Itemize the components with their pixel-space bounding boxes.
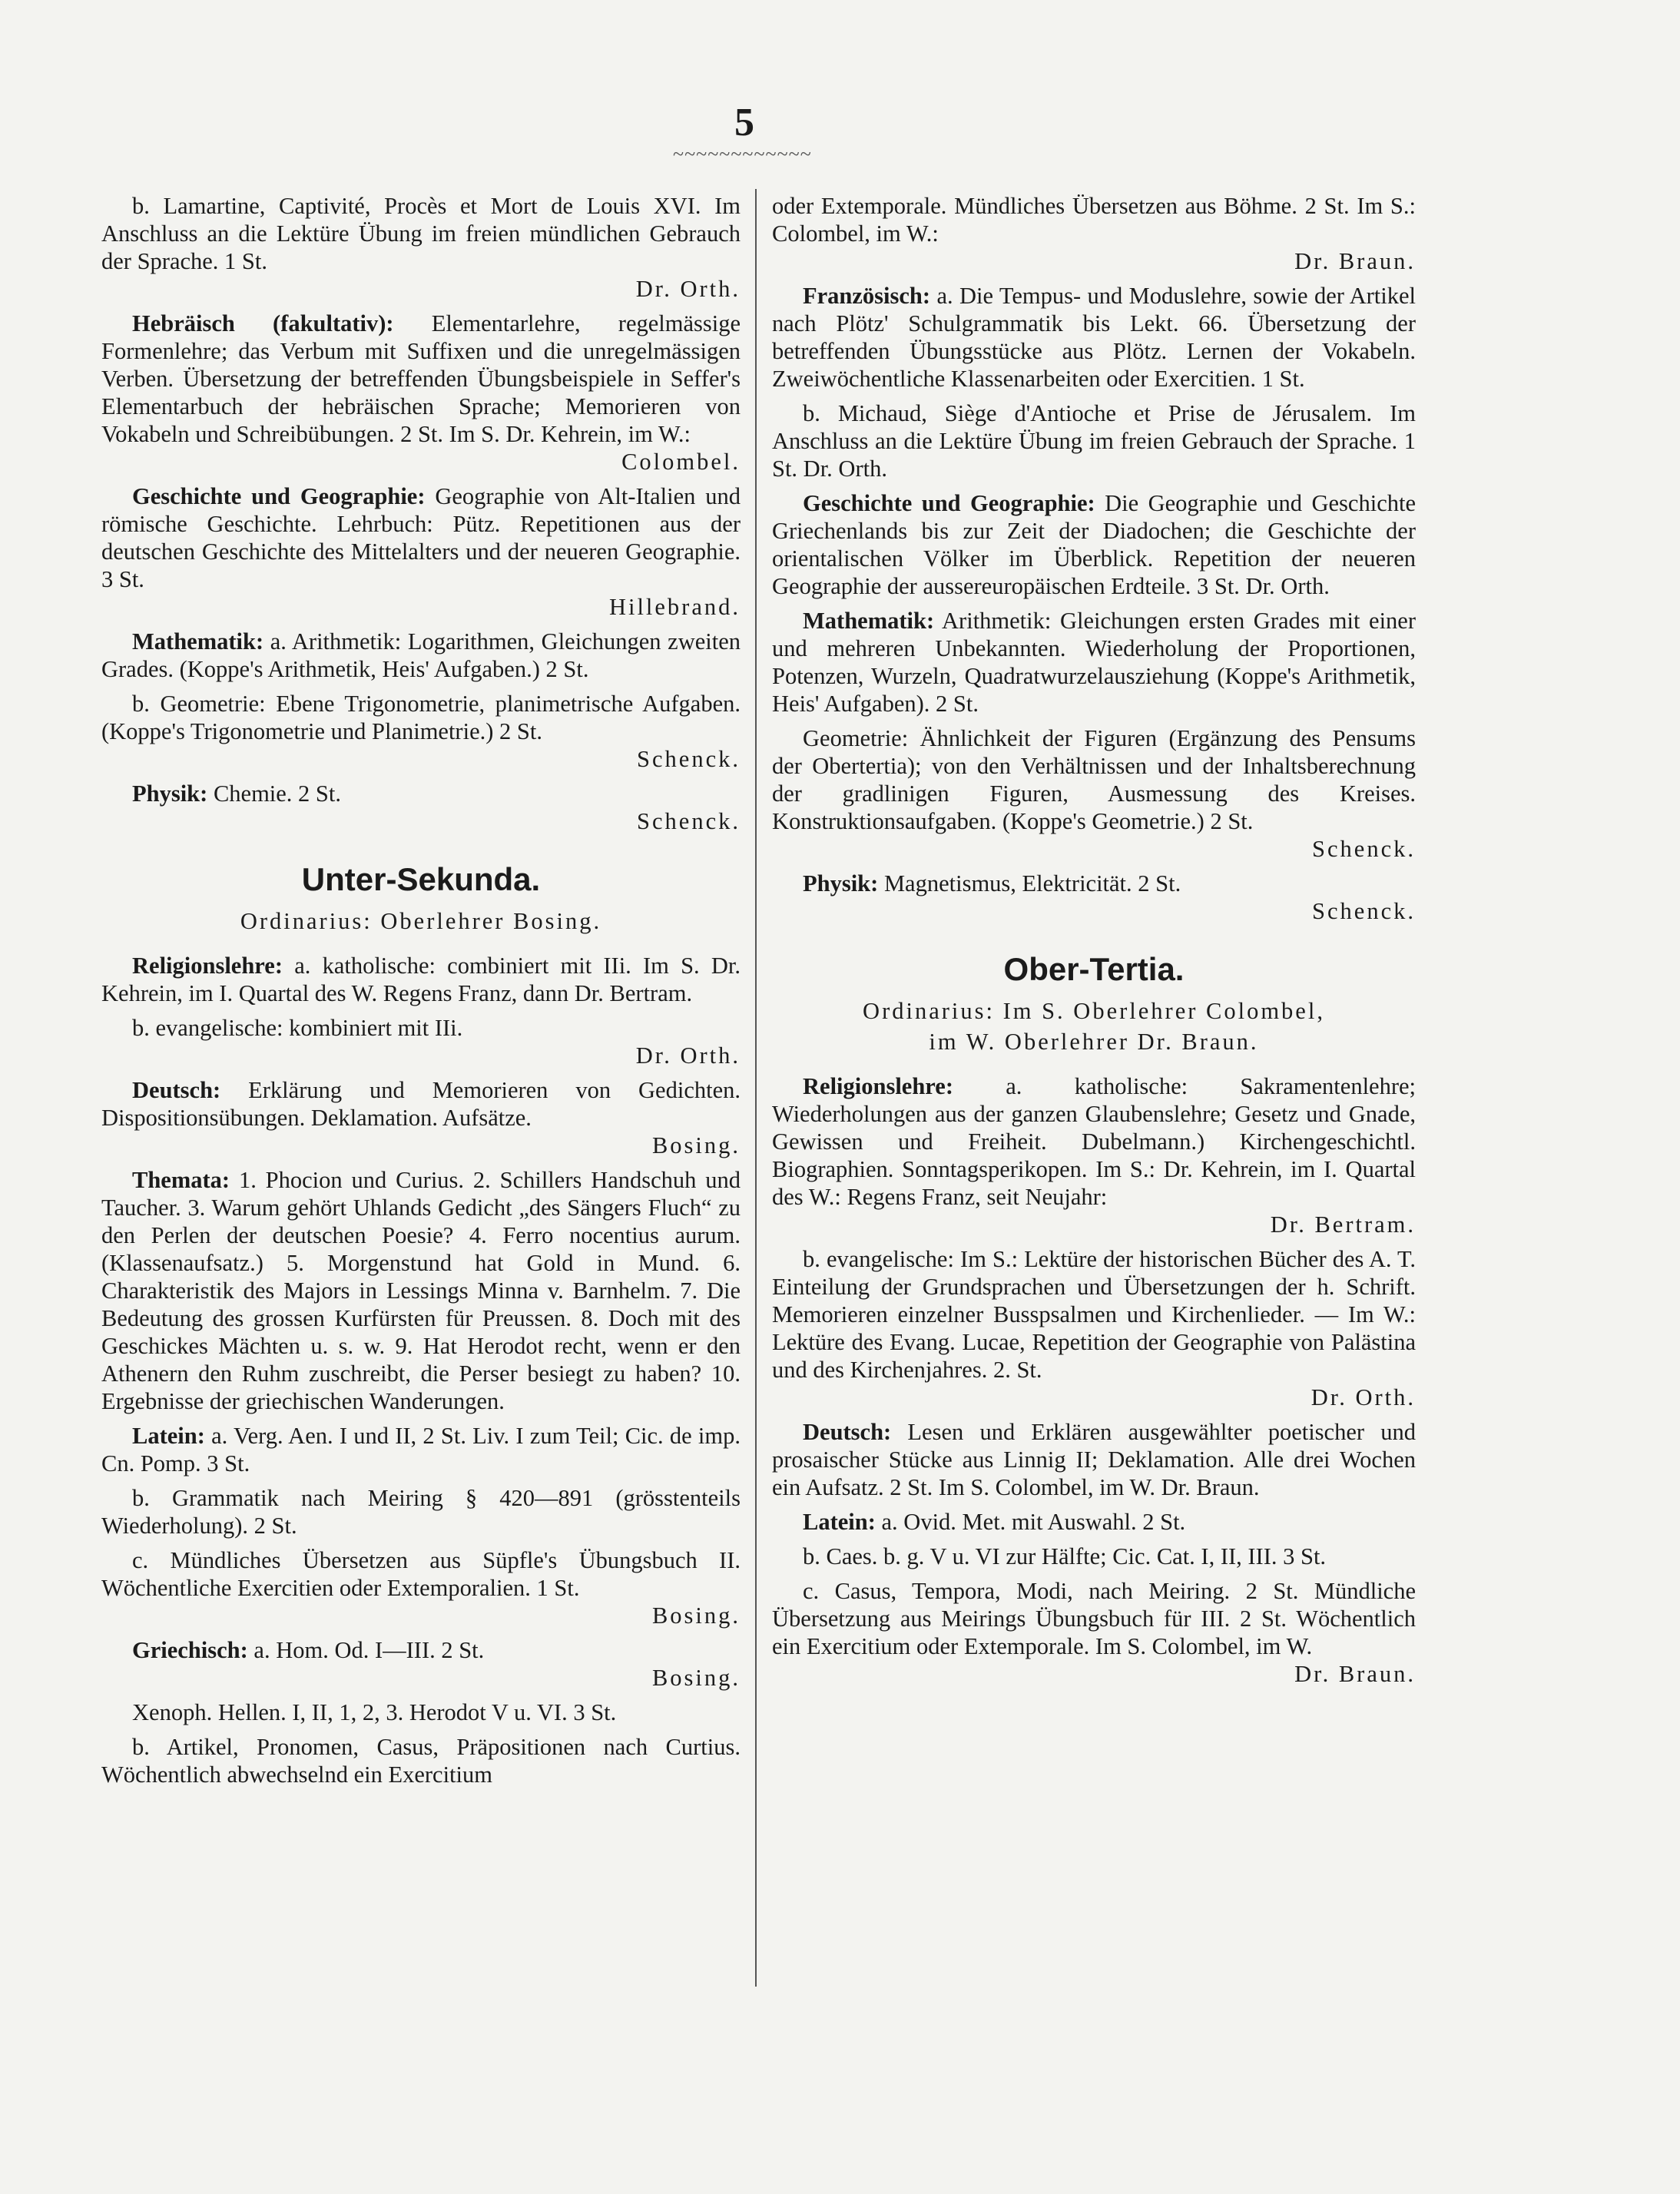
paragraph-deutsch xyxy=(772,1418,1416,1501)
teacher-signature: Bosing. xyxy=(651,1132,741,1158)
paragraph-physik xyxy=(772,870,1416,925)
paragraph-text: Magnetismus, Elektricität. 2 St. xyxy=(883,870,1181,896)
paragraph-physik xyxy=(101,780,741,835)
paragraph-text: b. Lamartine, Captivité, Procès et Mort de Louis XVI. Im Anschluss an die Lektüre Übung im freien mündlichen Gebrauch der Sprache. 1 St. xyxy=(101,193,741,274)
paragraph-geschichte xyxy=(101,482,741,621)
paragraph-geschichte xyxy=(772,489,1416,600)
paragraph-mathematik xyxy=(772,607,1416,718)
paragraph-latein xyxy=(101,1422,741,1477)
paragraph-text: a. Ovid. Met. mit Auswahl. 2 St. xyxy=(881,1509,1186,1535)
paragraph xyxy=(101,690,741,773)
teacher-signature: Hillebrand. xyxy=(608,594,741,620)
teacher-signature: Bosing. xyxy=(651,1665,741,1691)
subject-heading: Religionslehre: xyxy=(803,1073,953,1099)
paragraph-text: Elementarlehre, regelmässige Formenlehre; das Verbum mit Suffixen und die unregelmässigen Verben. Übersetzung der betreffenden Übungsbeispiele in Seffer's Elementarbuch der hebräischen Sprache; Memorieren von Vokabeln und Schreibübungen. 2 St. Im S. Dr. Kehrein, im W.: xyxy=(101,310,741,447)
paragraph-text: b. evangelische: kombiniert mit IIi. xyxy=(132,1015,463,1041)
paragraph-text: a. katholische: combiniert mit IIi. Im S. Dr. Kehrein, im I. Quartal des W. Regens Franz, dann Dr. Bertram. xyxy=(101,953,741,1006)
teacher-signature: Dr. Orth. xyxy=(1311,1384,1416,1410)
paragraph xyxy=(101,1484,741,1539)
paragraph-themata xyxy=(101,1166,741,1415)
subject-heading: Französisch: xyxy=(803,283,931,309)
subject-heading: Griechisch: xyxy=(132,1637,248,1663)
paragraph xyxy=(772,399,1416,482)
paragraph-latein xyxy=(772,1508,1416,1536)
paragraph-text: c. Mündliches Übersetzen aus Süpfle's Übungsbuch II. Wöchentliche Exercitien oder Extemporalien. 1 St. xyxy=(101,1547,741,1601)
paragraph-text: Chemie. 2 St. xyxy=(213,780,341,807)
paragraph xyxy=(772,1543,1416,1570)
paragraph xyxy=(101,1546,741,1629)
paragraph-text: Geographie von Alt-Italien und römische Geschichte. Lehrbuch: Pütz. Repetitionen aus der deutschen Geschichte des Mittelalters und der neueren Geographie. 3 St. xyxy=(101,483,741,592)
teacher-signature: Dr. Bertram. xyxy=(1270,1211,1416,1238)
paragraph xyxy=(101,1733,741,1788)
subject-heading: Geschichte und Geographie: xyxy=(803,490,1095,516)
teacher-signature: Dr. Braun. xyxy=(1294,248,1416,274)
subject-heading: Hebräisch (fakultativ): xyxy=(132,310,394,336)
paragraph xyxy=(772,724,1416,863)
paragraph-griechisch xyxy=(101,1636,741,1692)
subject-heading: Geschichte und Geographie: xyxy=(132,483,426,509)
subject-heading: Mathematik: xyxy=(132,628,264,655)
paragraph-text: a. katholische: Sakramentenlehre; Wiederholungen aus der ganzen Glaubenslehre; Gesetz und Gnade, Gewissen und Freiheit. Dubelmann.) Kirchengeschichtl. Biographien. Sonntagsperikopen. Im S.: Dr. Kehrein, im I. Quartal des W.: Regens Franz, seit Neujahr: xyxy=(772,1073,1417,1210)
paragraph-text: b. Geometrie: Ebene Trigonometrie, planimetrische Aufgaben. (Koppe's Trigonometrie und Planimetrie.) 2 St. xyxy=(101,691,741,744)
column-divider xyxy=(755,189,757,1987)
paragraph-text: a. Verg. Aen. I und II, 2 St. Liv. I zum Teil; Cic. de imp. Cn. Pomp. 3 St. xyxy=(101,1423,741,1476)
teacher-signature: Dr. Orth. xyxy=(635,1042,741,1069)
paragraph-hebraisch xyxy=(101,310,741,476)
teacher-signature: Dr. Braun. xyxy=(1294,1661,1416,1687)
header-ornament: ~~~~~~~~~~~~ xyxy=(673,143,812,165)
paragraph-text: Die Geographie und Geschichte Griechenlands bis zur Zeit der Diadochen; die Geschichte der orientalischen Völker im Überblick. Repetition der neueren Geographie der aussereuropäischen Erdteile. 3 St. Dr. Orth. xyxy=(772,490,1416,599)
teacher-signature: Schenck. xyxy=(1312,898,1416,924)
teacher-signature: Bosing. xyxy=(651,1602,741,1629)
section-title: Ober-Tertia. xyxy=(1003,951,1185,987)
paragraph-text: b. Caes. b. g. V u. VI zur Hälfte; Cic. Cat. I, II, III. 3 St. xyxy=(803,1543,1327,1569)
right-column xyxy=(772,192,1416,1695)
paragraph xyxy=(101,1014,741,1069)
paragraph-text: Xenoph. Hellen. I, II, 1, 2, 3. Herodot V u. VI. 3 St. xyxy=(132,1699,617,1725)
teacher-signature: Schenck. xyxy=(637,808,741,834)
subject-heading: Mathematik: xyxy=(803,608,935,634)
section-title: Unter-Sekunda. xyxy=(301,861,541,897)
paragraph-text: a. Hom. Od. I—III. 2 St. xyxy=(253,1637,485,1663)
paragraph-religion xyxy=(101,952,741,1007)
subject-heading: Physik: xyxy=(803,870,879,896)
subject-heading: Latein: xyxy=(132,1423,205,1449)
subject-heading: Deutsch: xyxy=(803,1419,892,1445)
teacher-signature: Colombel. xyxy=(621,449,741,475)
left-column xyxy=(101,192,741,1795)
paragraph-text: Arithmetik: Gleichungen ersten Grades mit einer und mehreren Unbekannten. Wiederholung der Proportionen, Potenzen, Wurzeln, Quadratwurzelausziehung (Koppe's Arithmetik, Heis' Aufgaben). 2 St. xyxy=(772,608,1416,717)
paragraph-text: a. Die Tempus- und Moduslehre, sowie der Artikel nach Plötz' Schulgrammatik bis Lekt. 66. Übersetzung der betreffenden Übungsstücke aus Plötz. Lernen der Vokabeln. Zweiwöchentliche Klassenarbeiten oder Exercitien. 1 St. xyxy=(772,283,1416,392)
subject-heading: Religionslehre: xyxy=(132,953,283,979)
teacher-signature: Dr. Orth. xyxy=(635,276,741,302)
paragraph-text: b. Michaud, Siège d'Antioche et Prise de Jérusalem. Im Anschluss an die Lektüre Übung im freien Gebrauch der Sprache. 1 St. Dr. Orth. xyxy=(772,400,1416,482)
paragraph-text: 1. Phocion und Curius. 2. Schillers Handschuh und Taucher. 3. Warum gehört Uhlands Gedicht „des Sängers Fluch“ zu den Perlen der deutschen Poesie? 4. Ferro nocentius aurum. (Klassenaufsatz.) 5. Morgenstund hat Gold in Mund. 6. Charakteristik des Majors in Lessings Minna v. Barnhelm. 7. Die Bedeutung des grossen Kurfürsten für Preussen. 8. Doch mit des Geschickes Mächten u. s. w. 9. Hat Herodot recht, wenn er den Athenern den Ruhm zuschreibt, die Perser besiegt zu haben? 10. Ergebnisse der griechischen Wanderungen. xyxy=(101,1167,741,1414)
paragraph xyxy=(772,1245,1416,1411)
ordinarius-line: Ordinarius: Oberlehrer Bosing. xyxy=(240,908,602,934)
page-number: 5 xyxy=(734,101,754,144)
subject-heading: Physik: xyxy=(132,780,208,807)
paragraph-religion xyxy=(772,1072,1416,1238)
paragraph-mathematik xyxy=(101,628,741,683)
paragraph-franzosisch xyxy=(772,282,1416,393)
paragraph-text: b. Grammatik nach Meiring § 420—891 (grösstenteils Wiederholung). 2 St. xyxy=(101,1485,741,1539)
paragraph-text: Geometrie: Ähnlichkeit der Figuren (Ergänzung des Pensums der Obertertia); von den Verhältnissen und der Inhaltsberechnung der gradlinigen Figuren, Ausmessung des Kreises. Konstruktionsaufgaben. (Koppe's Geometrie.) 2 St. xyxy=(772,725,1416,834)
paragraph xyxy=(772,1577,1416,1688)
paragraph xyxy=(101,192,741,303)
paragraph-text: c. Casus, Tempora, Modi, nach Meiring. 2 St. Mündliche Übersetzung aus Meirings Übungsbuch für III. 2 St. Wöchentlich ein Exercitium oder Extemporale. Im S. Colombel, im W. xyxy=(772,1578,1416,1659)
ordinarius-line: Ordinarius: Im S. Oberlehrer Colombel, xyxy=(863,998,1325,1024)
subject-heading: Deutsch: xyxy=(132,1077,221,1103)
ordinarius-line: im W. Oberlehrer Dr. Braun. xyxy=(929,1029,1259,1055)
teacher-signature: Schenck. xyxy=(637,746,741,772)
paragraph-text: b. Artikel, Pronomen, Casus, Präpositionen nach Curtius. Wöchentlich abwechselnd ein Exercitium xyxy=(101,1734,741,1788)
paragraph-text: b. evangelische: Im S.: Lektüre der historischen Bücher des A. T. Einteilung der Grundsprachen und Übersetzungen der h. Schrift. Memorieren einzelner Busspsalmen und Kirchenlieder. — Im W.: Lektüre des Evang. Lucae, Repetition der Geographie von Palästina und des Kirchenjahres. 2. St. xyxy=(772,1246,1416,1383)
paragraph-text: Erklärung und Memorieren von Gedichten. Dispositionsübungen. Deklamation. Aufsätze. xyxy=(101,1077,741,1131)
subject-heading: Latein: xyxy=(803,1509,876,1535)
paragraph xyxy=(772,192,1416,275)
paragraph-text: Lesen und Erklären ausgewählter poetischer und prosaischer Stücke aus Linnig II; Deklamation. Alle drei Wochen ein Aufsatz. 2 St. Im S. Colombel, im W. Dr. Braun. xyxy=(772,1419,1416,1500)
teacher-signature: Schenck. xyxy=(1312,836,1416,862)
paragraph-text: a. Arithmetik: Logarithmen, Gleichungen zweiten Grades. (Koppe's Arithmetik, Heis' Aufgaben.) 2 St. xyxy=(101,628,741,682)
paragraph xyxy=(101,1699,741,1726)
paragraph-text: oder Extemporale. Mündliches Übersetzen aus Böhme. 2 St. Im S.: Colombel, im W.: xyxy=(772,193,1416,247)
subject-heading: Themata: xyxy=(132,1167,230,1193)
paragraph-deutsch xyxy=(101,1076,741,1159)
